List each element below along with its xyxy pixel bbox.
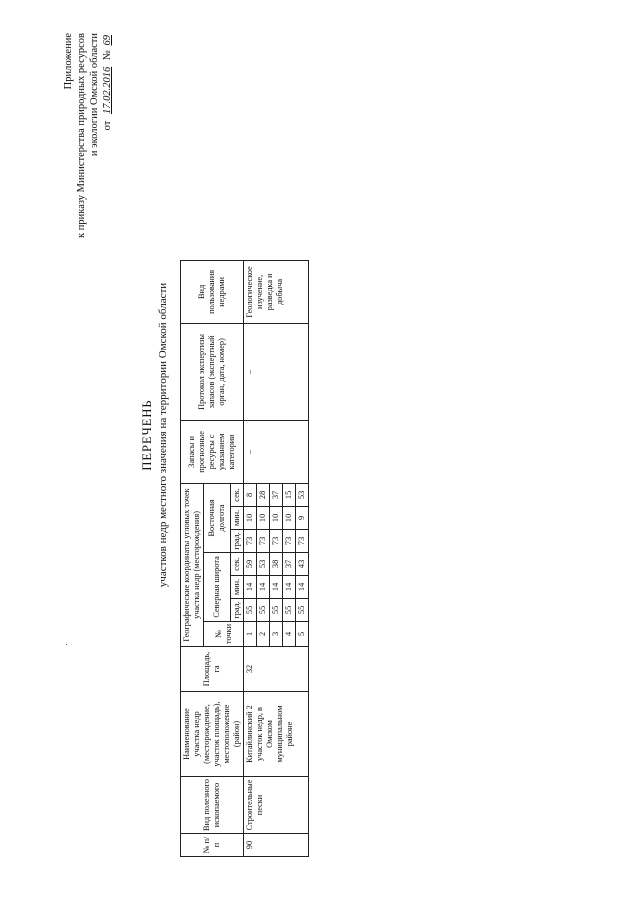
cell-lon-deg: 73 <box>257 529 270 552</box>
cell-lat-sec: 59 <box>244 552 257 575</box>
cell-lat-min: 14 <box>244 575 257 598</box>
order-line: к приказу Министерства природных ресурсов <box>76 33 87 238</box>
title-main: ПЕРЕЧЕНЬ <box>140 399 154 471</box>
cell-point: 1 <box>244 621 257 646</box>
header-lat-min: мин. <box>231 575 244 598</box>
cell-point: 4 <box>283 621 296 646</box>
header-east: Восточная долгота <box>204 483 231 552</box>
cell-point: 3 <box>270 621 283 646</box>
header-kind: Вид полезного ископаемого <box>181 777 244 834</box>
header-area: Площадь, га <box>181 647 244 692</box>
cell-lon-sec: 53 <box>296 483 309 506</box>
table-header-row-1 <box>181 260 204 856</box>
appendix-header <box>62 33 114 293</box>
cell-num: 90 <box>244 834 309 857</box>
handwritten-date: 17.02.2016 <box>102 66 113 115</box>
header-num: № п/п <box>181 834 244 857</box>
date-prefix: от <box>102 120 113 131</box>
cell-lon-min: 9 <box>296 506 309 529</box>
cell-lon-min: 10 <box>257 506 270 529</box>
cell-lon-sec: 15 <box>283 483 296 506</box>
header-lon-deg: град. <box>231 529 244 552</box>
table-row <box>244 260 257 856</box>
cell-area: 32 <box>244 647 309 692</box>
header-coords: Географические координаты угловых точек участка недр (месторождения) <box>181 483 204 646</box>
title-sub: участков недр местного значения на территории Омской области <box>157 282 169 588</box>
cell-lat-deg: 55 <box>244 598 257 621</box>
cell-lat-min: 14 <box>283 575 296 598</box>
header-lon-min: мин. <box>231 506 244 529</box>
scan-speck <box>66 644 67 645</box>
cell-lon-deg: 73 <box>296 529 309 552</box>
cell-lon-min: 10 <box>244 506 257 529</box>
cell-lat-min: 14 <box>270 575 283 598</box>
table-wrapper <box>180 260 309 857</box>
cell-lat-min: 14 <box>257 575 270 598</box>
handwritten-number: 69 <box>102 35 113 46</box>
cell-lat-sec: 53 <box>257 552 270 575</box>
cell-lat-deg: 55 <box>296 598 309 621</box>
cell-lon-deg: 73 <box>270 529 283 552</box>
appendix-label: Приложение <box>63 33 74 90</box>
cell-point: 5 <box>296 621 309 646</box>
cell-name: Китайлинский 2 участок недр, в Омском муниципальном районе <box>244 692 309 777</box>
cell-lat-deg: 55 <box>283 598 296 621</box>
cell-protocol: – <box>244 323 309 420</box>
subsoil-table <box>180 260 309 857</box>
cell-lat-min: 14 <box>296 575 309 598</box>
header-protocol: Протокол экспертизы запасов (экспертный орган, дата, номер) <box>181 323 244 420</box>
cell-lat-deg: 55 <box>257 598 270 621</box>
cell-lon-sec: 37 <box>270 483 283 506</box>
cell-kind: Строительные пески <box>244 777 309 834</box>
cell-point: 2 <box>257 621 270 646</box>
date-number-line <box>101 33 114 293</box>
cell-reserves: – <box>244 420 309 483</box>
cell-lon-min: 10 <box>283 506 296 529</box>
cell-lon-deg: 73 <box>283 529 296 552</box>
ministry-line: и экологии Омской области <box>89 33 100 157</box>
cell-lon-sec: 8 <box>244 483 257 506</box>
cell-lat-sec: 38 <box>270 552 283 575</box>
header-lat-sec: сек. <box>231 552 244 575</box>
cell-lon-deg: 73 <box>244 529 257 552</box>
cell-lon-sec: 28 <box>257 483 270 506</box>
header-lat-deg: град. <box>231 598 244 621</box>
cell-lat-deg: 55 <box>270 598 283 621</box>
cell-lat-sec: 37 <box>283 552 296 575</box>
cell-lat-sec: 43 <box>296 552 309 575</box>
header-name: Наименование участка недр (месторождение, участок площадь), местоположение (район) <box>181 692 244 777</box>
header-reserves: Запасы и прогнозные ресурсы с указанием категории <box>181 420 244 483</box>
header-point: № точки <box>204 621 244 646</box>
document-title <box>140 85 169 785</box>
header-lon-sec: сек. <box>231 483 244 506</box>
cell-lon-min: 10 <box>270 506 283 529</box>
header-use: Вид пользования недрами <box>181 260 244 323</box>
number-prefix: № <box>102 50 113 61</box>
cell-use: Геологическое изучение, разведка и добыча <box>244 260 309 323</box>
header-north: Северная широта <box>204 552 231 621</box>
